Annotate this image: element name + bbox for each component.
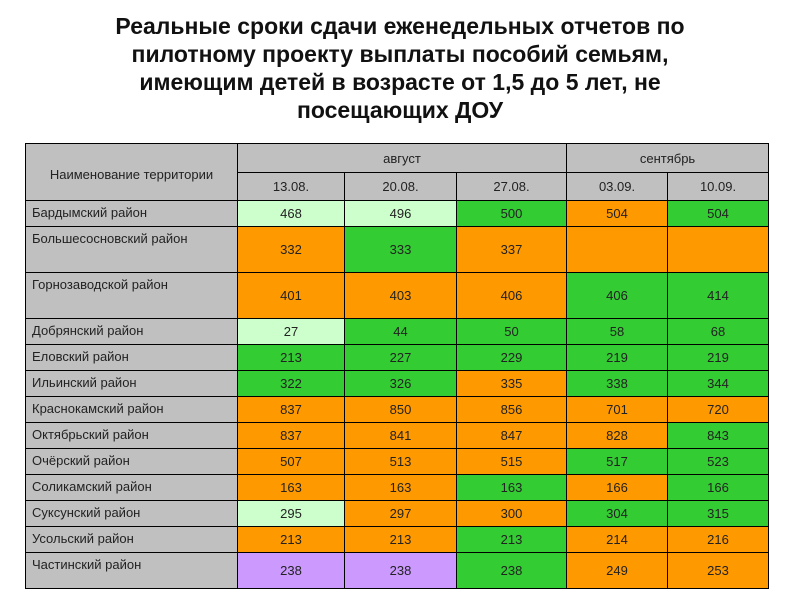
value-cell: 297 <box>345 501 457 527</box>
table-row <box>26 227 769 273</box>
title-line: пилотному проекту выплаты пособий семьям, <box>131 41 669 67</box>
table-row <box>26 501 769 527</box>
value-cell: 517 <box>567 449 668 475</box>
name-column-header: Наименование территории <box>26 144 238 201</box>
header-row-months <box>26 144 769 173</box>
value-cell: 213 <box>457 527 567 553</box>
value-cell: 163 <box>238 475 345 501</box>
value-cell: 219 <box>567 345 668 371</box>
territory-name: Еловский район <box>26 345 238 371</box>
value-cell: 843 <box>668 423 769 449</box>
title-line: Реальные сроки сдачи еженедельных отчетов по <box>115 13 685 39</box>
territory-name: Бардымский район <box>26 201 238 227</box>
territory-name: Усольский район <box>26 527 238 553</box>
value-cell: 213 <box>238 345 345 371</box>
value-cell: 403 <box>345 273 457 319</box>
value-cell: 295 <box>238 501 345 527</box>
value-cell: 163 <box>345 475 457 501</box>
value-cell: 300 <box>457 501 567 527</box>
value-cell: 238 <box>457 553 567 589</box>
value-cell: 828 <box>567 423 668 449</box>
value-cell: 227 <box>345 345 457 371</box>
value-cell: 163 <box>457 475 567 501</box>
title-line: имеющим детей в возрасте от 1,5 до 5 лет, не <box>139 69 661 95</box>
month-header-august: август <box>238 144 567 173</box>
table-row <box>26 423 769 449</box>
value-cell: 401 <box>238 273 345 319</box>
value-cell: 337 <box>457 227 567 273</box>
value-cell: 344 <box>668 371 769 397</box>
table-row <box>26 553 769 589</box>
value-cell: 166 <box>567 475 668 501</box>
table-row <box>26 319 769 345</box>
date-header: 13.08. <box>238 173 345 201</box>
value-cell: 326 <box>345 371 457 397</box>
value-cell: 496 <box>345 201 457 227</box>
territory-name: Добрянский район <box>26 319 238 345</box>
value-cell: 414 <box>668 273 769 319</box>
value-cell: 504 <box>668 201 769 227</box>
date-header: 03.09. <box>567 173 668 201</box>
date-header: 27.08. <box>457 173 567 201</box>
value-cell: 238 <box>345 553 457 589</box>
table-row <box>26 273 769 319</box>
value-cell: 238 <box>238 553 345 589</box>
table-row <box>26 345 769 371</box>
date-header: 20.08. <box>345 173 457 201</box>
value-cell: 701 <box>567 397 668 423</box>
territory-name: Суксунский район <box>26 501 238 527</box>
value-cell: 338 <box>567 371 668 397</box>
value-cell: 856 <box>457 397 567 423</box>
table-row <box>26 201 769 227</box>
value-cell: 214 <box>567 527 668 553</box>
value-cell: 507 <box>238 449 345 475</box>
value-cell: 837 <box>238 423 345 449</box>
value-cell: 213 <box>345 527 457 553</box>
territory-name: Очёрский район <box>26 449 238 475</box>
value-cell: 515 <box>457 449 567 475</box>
title-line: посещающих ДОУ <box>296 97 504 123</box>
territory-name: Соликамский район <box>26 475 238 501</box>
value-cell: 847 <box>457 423 567 449</box>
report-table <box>25 143 769 589</box>
value-cell: 850 <box>345 397 457 423</box>
value-cell: 304 <box>567 501 668 527</box>
table-row <box>26 449 769 475</box>
date-header: 10.09. <box>668 173 769 201</box>
value-cell: 68 <box>668 319 769 345</box>
territory-name: Большесосновский район <box>26 227 238 273</box>
value-cell: 335 <box>457 371 567 397</box>
month-header-september: сентябрь <box>567 144 769 173</box>
territory-name: Ильинский район <box>26 371 238 397</box>
value-cell: 166 <box>668 475 769 501</box>
table-row <box>26 371 769 397</box>
page-title <box>40 12 760 124</box>
value-cell: 841 <box>345 423 457 449</box>
value-cell: 837 <box>238 397 345 423</box>
table-body <box>26 201 769 589</box>
value-cell <box>567 227 668 273</box>
territory-name: Горнозаводской район <box>26 273 238 319</box>
value-cell: 229 <box>457 345 567 371</box>
value-cell: 27 <box>238 319 345 345</box>
value-cell: 44 <box>345 319 457 345</box>
value-cell: 406 <box>457 273 567 319</box>
value-cell: 249 <box>567 553 668 589</box>
value-cell: 468 <box>238 201 345 227</box>
value-cell: 523 <box>668 449 769 475</box>
value-cell: 219 <box>668 345 769 371</box>
value-cell: 720 <box>668 397 769 423</box>
value-cell: 50 <box>457 319 567 345</box>
value-cell: 500 <box>457 201 567 227</box>
table-row <box>26 475 769 501</box>
value-cell: 216 <box>668 527 769 553</box>
value-cell <box>668 227 769 273</box>
value-cell: 315 <box>668 501 769 527</box>
territory-name: Октябрьский район <box>26 423 238 449</box>
territory-name: Краснокамский район <box>26 397 238 423</box>
value-cell: 504 <box>567 201 668 227</box>
value-cell: 333 <box>345 227 457 273</box>
value-cell: 58 <box>567 319 668 345</box>
territory-name: Частинский район <box>26 553 238 589</box>
value-cell: 213 <box>238 527 345 553</box>
value-cell: 513 <box>345 449 457 475</box>
table-row <box>26 527 769 553</box>
value-cell: 322 <box>238 371 345 397</box>
table-row <box>26 397 769 423</box>
value-cell: 332 <box>238 227 345 273</box>
value-cell: 253 <box>668 553 769 589</box>
value-cell: 406 <box>567 273 668 319</box>
